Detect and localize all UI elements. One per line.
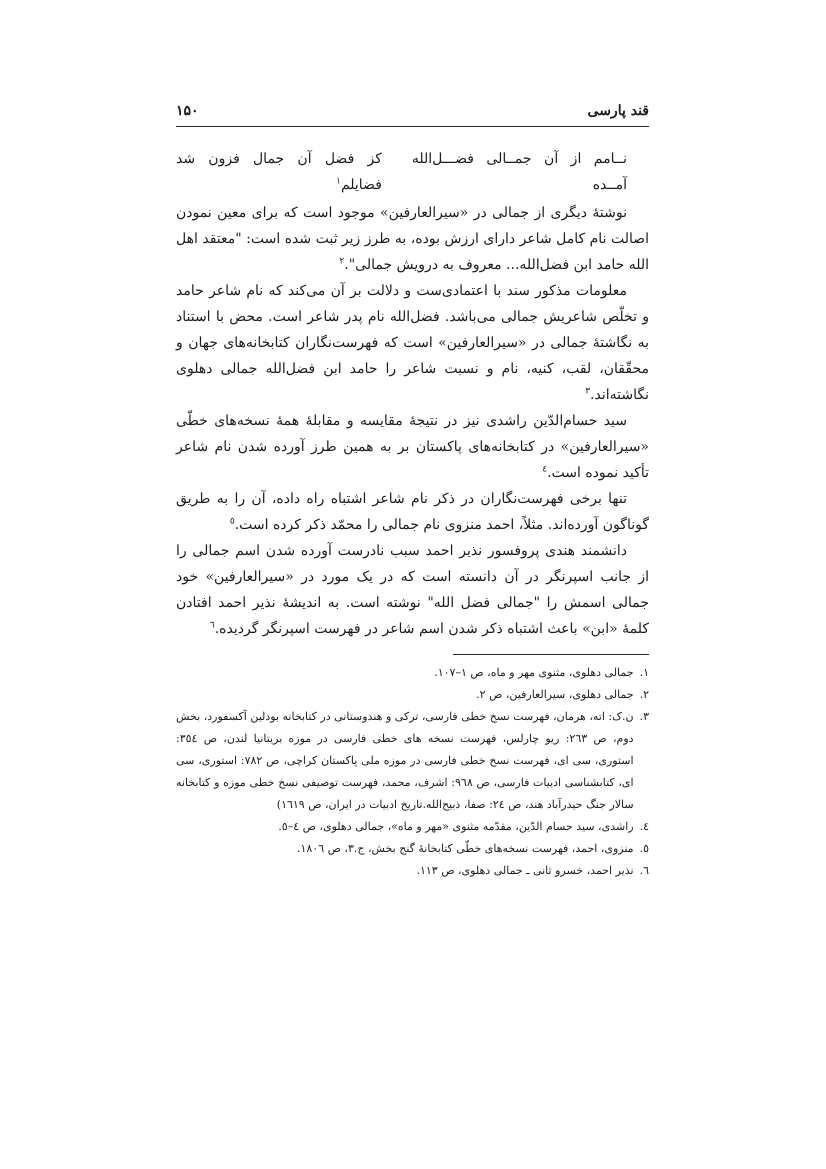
paragraph: سید حسام‌الدّین راشدی نیز در نتیجهٔ مقایسه و مقابلهٔ همهٔ نسخه‌های خطّی «سیرالعارفین» در کتابخانه‌های پاکستان بر به همین طرز آورده شدن نام شاعر تأکید نموده است.$^٤$	[176, 413, 649, 481]
footnote	[176, 838, 649, 860]
footnote-text: منزوی، احمد، فهرست نسخه‌های خطّی کتابخانهٔ گنج بخش، ج.۳، ص ۱۸۰٦.	[296, 842, 634, 855]
footnote-ref[interactable]: ٥	[229, 516, 235, 527]
running-title: قند پارسی	[587, 103, 649, 119]
verse-hemistich-1: نــامم از آن جمــالی فضـــل‌الله آمــده	[411, 151, 627, 193]
footnote-number: ۲.	[639, 688, 649, 701]
footnote	[176, 706, 649, 816]
footnotes	[176, 662, 649, 882]
footnote-ref[interactable]: ۳	[585, 386, 591, 397]
footnote-number: ٥.	[639, 842, 649, 855]
page-number: ۱۵۰	[176, 103, 199, 119]
footnote-number: ٤.	[639, 820, 649, 833]
running-header	[176, 103, 649, 119]
footnote-text: جمالی دهلوی، مثنوی مهر و ماه، ص ۱–۱۰۷.	[434, 666, 634, 679]
footnote-number: ۱.	[639, 666, 649, 679]
verse-line	[176, 146, 649, 198]
footnote-number: ۳.	[639, 710, 649, 723]
footnote	[176, 684, 649, 706]
footnote	[176, 860, 649, 882]
footnote-ref[interactable]: ٤	[542, 464, 548, 475]
main-text	[176, 146, 649, 642]
footnote-ref[interactable]: ۲	[339, 256, 345, 267]
footnote-text: جمالی دهلوی، سیرالعارفین، ص ۲.	[476, 688, 634, 701]
footnote-ref[interactable]: ۱	[336, 176, 341, 187]
verse-hemistich-2: کز فضل آن جمال فزون شد فضایلم$^۱$	[176, 151, 382, 193]
paragraph: معلومات مذکور سند با اعتمادی‌ست و دلالت بر آن می‌کند که نام شاعر حامد و تخلّص شاعریش جمالی می‌باشد. فضل‌الله نام پدر شاعر است. محض با استناد به نگاشتهٔ جمالی در «سیرالعارفین» است که فهرست‌نگاران کتابخانه‌های جهان و محقّقان، لقب، کنیه، نام و نسبت شاعر را حامد ابن فضل‌الله جمالی دهلوی نگاشته‌اند.$^۳$	[176, 283, 649, 403]
paragraph: دانشمند هندی پروفسور نذیر احمد سبب نادرست آورده شدن اسم جمالی را از جانب اسپرنگر در آن دانسته است که در یک مورد در «سیرالعارفین» خود جمالی اسمش را "جمالی فضل الله" نوشته است. به اندیشهٔ نذیر احمد افتادن کلمهٔ «ابن» باعث اشتباه ذکر شدن اسم شاعر در فهرست اسپرنگر گردیده.$^٦$	[176, 543, 649, 637]
paragraph: نوشتهٔ دیگری از جمالی در «سیرالعارفین» موجود است که برای معین نمودن اصالت نام کامل شاعر دارای ارزش بوده، به طرز زیر ثبت شده است: "معتقد اهل الله حامد ابن فضل‌الله... معروف به درویش جمالی".$^۲$	[176, 205, 649, 273]
footnote-text: ن.ک: اته، هرمان، فهرست نسخ خطی فارسی، ترکی و هندوستانی در کتابخانه بودلین آکسفورد، بخش دوم، ص ۲٦۳: ریو چارلس، فهرست نسخه های خطی فارسی در موزه بریتانیا لندن، ص ۳٥٤: استوری، سی ای، فهرست نسخ خطی فارسی در موزه ملی پاکستان کراچی، ص ۷۸۲: استوری، سی ای، کتابشناسی ادبیات فارسی، ص ۹٦۸: اشرف، محمد، فهرست توصیفی نسخ خطی موزه و کتابخانه سالار جنگ حیدرآباد هند، ص ۲٤: صفا، ذبیح‌الله.تاریخ ادبیات در ایران، ص ۱٦۱۹)	[176, 710, 634, 811]
header-rule	[176, 126, 649, 127]
footnote	[176, 816, 649, 838]
footnote-ref[interactable]: ٦	[209, 620, 215, 631]
paragraph: تنها برخی فهرست‌نگاران در ذکر نام شاعر اشتباه راه داده، آن را به طریق گوناگون آورده‌اند. مثلاً، احمد منزوی نام جمالی را محمّد ذکر کرده است.$^٥$	[176, 491, 649, 533]
footnote-text: راشدی، سید حسام الدّین، مقدّمه مثنوی «مهر و ماه»، جمالی دهلوی، ص ٤–٥.	[278, 820, 634, 833]
footnote-text: نذیر احمد، خسرو ثانی ـ جمالی دهلوی، ص ۱۱۳.	[416, 864, 634, 877]
footnote-number: ٦.	[639, 864, 649, 877]
footnote-separator	[453, 654, 649, 655]
footnote	[176, 662, 649, 684]
